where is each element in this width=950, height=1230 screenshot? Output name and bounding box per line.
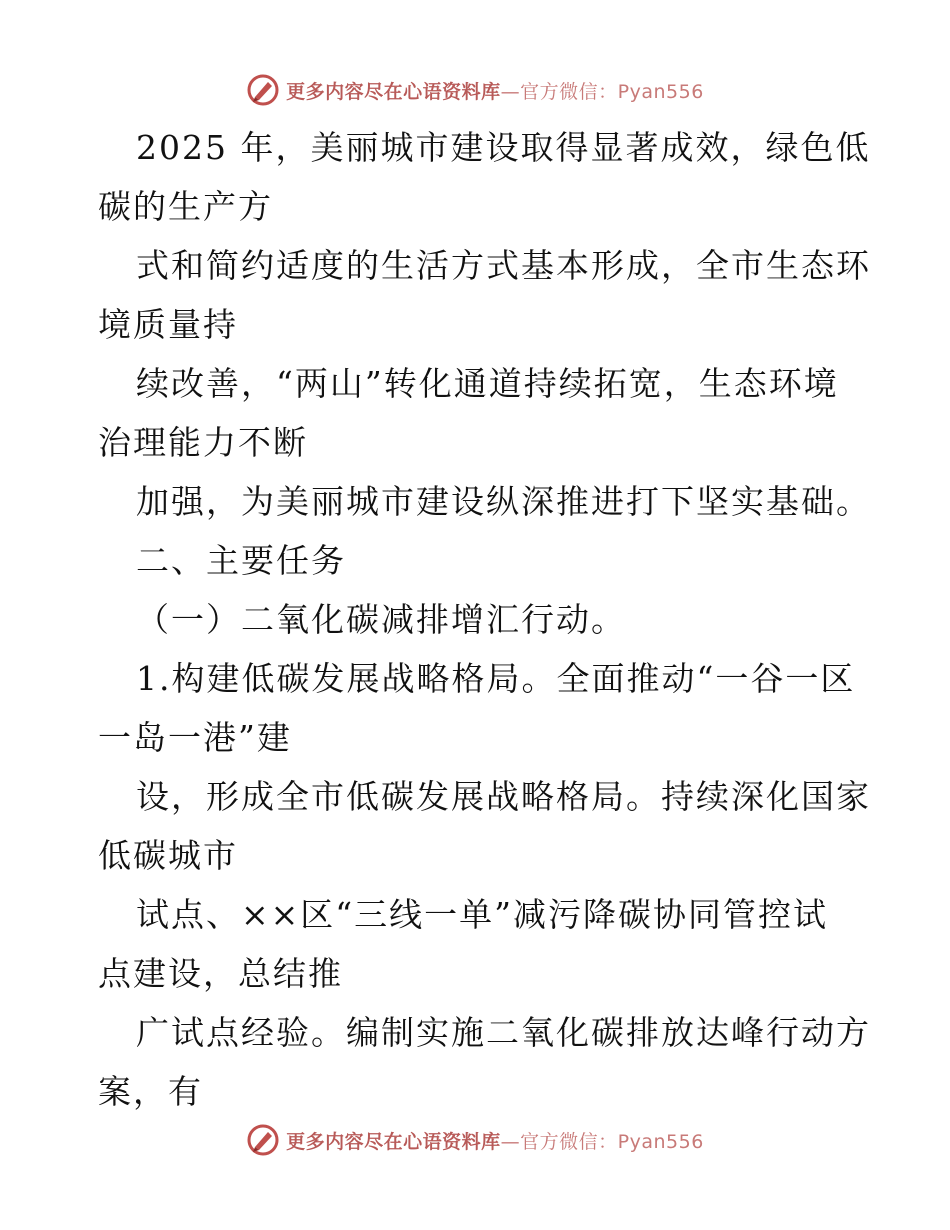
- text-line: 案，有: [98, 1072, 203, 1111]
- text-line: 续改善，“两山”转化通道持续拓宽，生态环境: [136, 364, 839, 403]
- text-line: 1.构建低碳发展战略格局。全面推动“一谷一区: [136, 659, 856, 698]
- watermark-text: 更多内容尽在心语资料库—官方微信：Pyan556: [286, 80, 704, 103]
- text-line: 碳的生产方: [98, 187, 273, 226]
- pen-logo-icon: [246, 1123, 280, 1157]
- pen-logo-icon: [246, 73, 280, 107]
- watermark-footer: [0, 1120, 950, 1160]
- text-line: 治理能力不断: [98, 423, 308, 462]
- watermark-text: 更多内容尽在心语资料库—官方微信：Pyan556: [286, 1130, 704, 1153]
- text-line: 试点、××区“三线一单”减污降碳协同管控试: [136, 895, 829, 934]
- watermark-header: [0, 70, 950, 110]
- text-line: 点建设，总结推: [98, 954, 343, 993]
- text-line: 加强，为美丽城市建设纵深推进打下坚实基础。: [136, 482, 871, 521]
- text-line: 广试点经验。编制实施二氧化碳排放达峰行动方: [136, 1013, 871, 1052]
- document-body: [98, 118, 871, 1121]
- text-line: 一岛一港”建: [98, 718, 292, 757]
- text-line: 二、主要任务: [136, 541, 346, 580]
- text-line: 低碳城市: [98, 836, 238, 875]
- text-line: 境质量持: [98, 305, 238, 344]
- text-line: （一）二氧化碳减排增汇行动。: [136, 600, 626, 639]
- text-line: 设，形成全市低碳发展战略格局。持续深化国家: [136, 777, 871, 816]
- text-line: 2025 年，美丽城市建设取得显著成效，绿色低: [136, 128, 871, 167]
- text-line: 式和简约适度的生活方式基本形成，全市生态环: [136, 246, 871, 285]
